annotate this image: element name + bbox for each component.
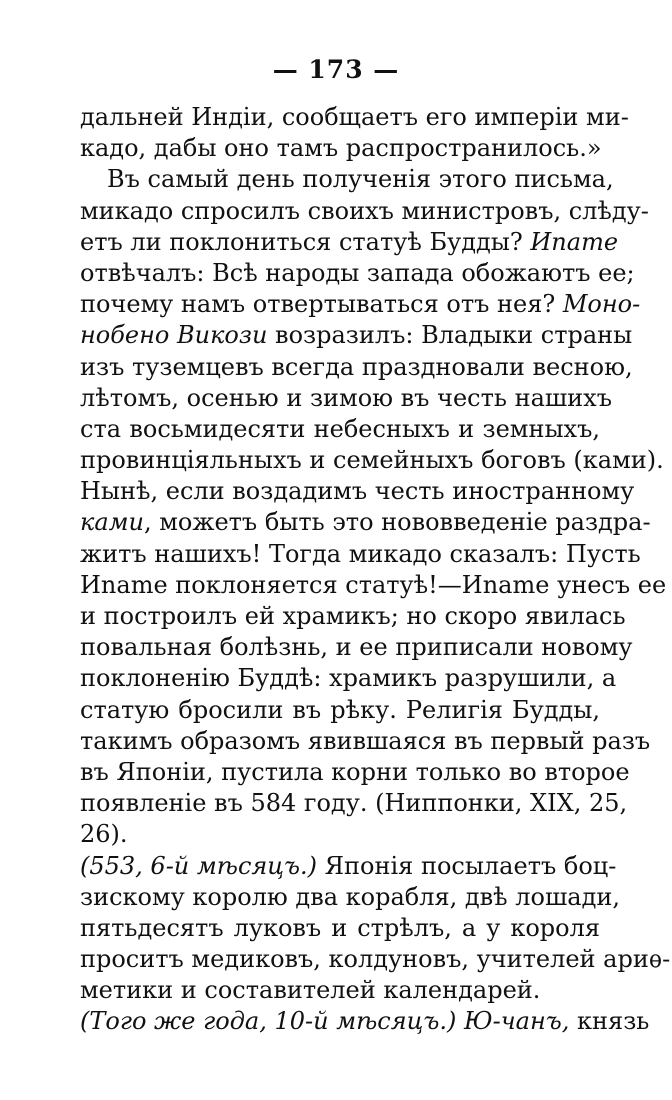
text-line (80, 882, 620, 913)
text-line (80, 851, 617, 882)
text-segment: такимъ образомъ явившаяся въ первый разъ (80, 726, 651, 755)
text-segment: отвѣчалъ: Всѣ народы запада обожаютъ ее; (80, 258, 635, 287)
text-segment: статую бросили въ рѣку. Религія Будды, (80, 695, 600, 724)
text-segment: князь (569, 1007, 650, 1036)
text-line (80, 757, 630, 788)
text-segment: 26). (80, 820, 128, 849)
text-line (80, 695, 600, 726)
text-segment: житъ нашихъ! Тогда микадо сказалъ: Пусть (80, 539, 641, 568)
text-segment: и построилъ ей храмикъ; но скоро явилась (80, 602, 626, 630)
text-segment: метики и составителей календарей. (80, 976, 541, 1005)
text-line (80, 258, 635, 289)
text-segment: появленіе въ 584 году. (Ниппонки, XIX, 25, (80, 789, 628, 818)
text-line (80, 289, 641, 320)
text-segment: поклоненію Буддѣ: храмикъ разрушили, а (80, 664, 617, 693)
text-segment: возразилъ: Владыки страны (267, 321, 633, 350)
text-line (80, 788, 628, 819)
text-line (80, 445, 664, 476)
text-line (80, 476, 635, 507)
text-line (80, 352, 633, 383)
italic-text: (Того же года, 10-й мѣсяцъ.) Ю-чанъ, (80, 1007, 570, 1036)
text-segment: изъ туземцевъ всегда праздновали весною, (80, 352, 633, 381)
text-line (80, 414, 600, 445)
text-line (80, 601, 626, 632)
text-line (80, 164, 614, 195)
body-text (80, 102, 671, 1038)
text-segment: ста восьмидесяти небесныхъ и земныхъ, (80, 414, 600, 443)
text-line (80, 632, 633, 663)
text-line (80, 383, 612, 414)
text-segment: етъ ли поклониться статуѣ Будды? (80, 227, 531, 256)
text-line (80, 102, 629, 133)
text-line (80, 320, 633, 351)
text-segment: почему намъ отвертываться отъ нея? (80, 290, 563, 319)
italic-text: ками (80, 508, 144, 537)
text-segment: лѣтомъ, осенью и зимою въ честь нашихъ (80, 383, 612, 412)
text-segment: микадо спросилъ своихъ министровъ, слѣду- (80, 196, 649, 225)
italic-text: Моно- (562, 290, 641, 319)
text-line (80, 227, 619, 258)
italic-text: (553, 6-й мѣсяцъ.) (80, 851, 318, 880)
text-line (80, 1006, 650, 1037)
text-line (80, 570, 667, 601)
italic-text: нобено Викози (80, 321, 268, 350)
text-segment: Иname поклоняется статуѣ!—Иname унесъ ее (80, 570, 667, 599)
text-line (80, 507, 651, 538)
text-line (80, 975, 600, 1006)
text-line (80, 913, 600, 944)
text-segment: , можетъ быть это нововведеніе раздра- (144, 508, 651, 537)
text-segment: провинціяльныхъ и семейныхъ боговъ (ками). (80, 446, 664, 475)
text-segment: проситъ медиковъ, колдуновъ, учителей ариѳ- (80, 945, 671, 974)
text-segment: Японія посылаетъ боц- (317, 851, 617, 880)
text-line (80, 726, 651, 757)
text-line (80, 819, 600, 850)
text-segment: пятьдесятъ луковъ и стрѣлъ, а у короля (80, 913, 600, 942)
text-segment: повальная болѣзнь, и ее приписали новому (80, 633, 633, 662)
text-line (80, 196, 649, 227)
text-segment: зискому королю два корабля, двѣ лошади, (80, 882, 620, 911)
text-line (80, 663, 617, 694)
text-line (80, 944, 671, 975)
text-segment: кадо, дабы оно тамъ распространилось.» (80, 134, 602, 163)
text-segment: Въ самый день полученія этого письма, (107, 165, 614, 194)
italic-text: Иname (530, 227, 619, 256)
text-segment: въ Японіи, пустила корни только во второе (80, 757, 630, 786)
text-segment: Нынѣ, если воздадимъ честь иностранному (80, 477, 635, 506)
text-line (80, 539, 641, 570)
text-segment: дальней Индіи, сообщаетъ его имперіи ми- (80, 103, 629, 131)
text-line (80, 133, 600, 164)
page-number: — 173 — (272, 55, 400, 84)
